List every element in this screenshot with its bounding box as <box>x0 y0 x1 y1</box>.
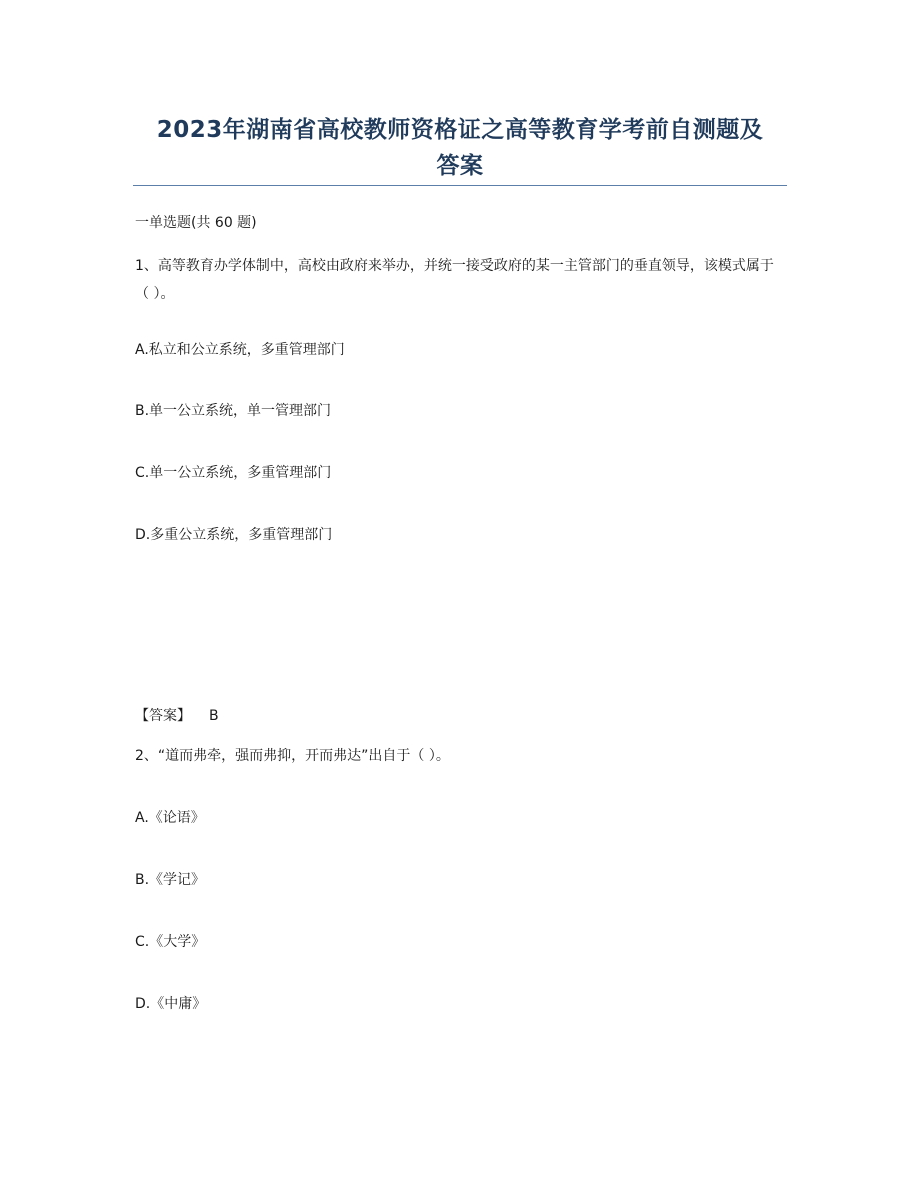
question-1-option-b: B.单一公立系统，单一管理部门 <box>135 403 332 419</box>
document-title-line-1: 2023年湖南省高校教师资格证之高等教育学考前自测题及 <box>156 117 764 143</box>
question-2-option-a: A.《论语》 <box>135 810 205 826</box>
question-2-stem: 2、“道而弗牵，强而弗抑，开而弗达”出自于（ ）。 <box>135 748 450 764</box>
document-title-line-2: 答案 <box>436 153 484 179</box>
question-2-option-d: D.《中庸》 <box>135 996 207 1012</box>
title-divider <box>133 185 787 186</box>
question-2-option-c: C.《大学》 <box>135 934 206 950</box>
question-1-option-a: A.私立和公立系统，多重管理部门 <box>135 342 345 358</box>
question-1-stem: 1、高等教育办学体制中，高校由政府来举办，并统一接受政府的某一主管部门的垂直领导，该模式属于（ ）。 <box>135 258 774 302</box>
question-2-option-b: B.《学记》 <box>135 872 206 888</box>
question-1-option-d: D.多重公立系统，多重管理部门 <box>135 527 333 543</box>
answer-label: 【答案】 <box>135 708 191 724</box>
question-1-option-c: C.单一公立系统，多重管理部门 <box>135 465 332 481</box>
document-title <box>133 112 787 184</box>
question-1-answer <box>135 706 219 726</box>
answer-value: B <box>209 708 219 724</box>
section-heading: 一单选题(共 60 题) <box>135 215 257 231</box>
